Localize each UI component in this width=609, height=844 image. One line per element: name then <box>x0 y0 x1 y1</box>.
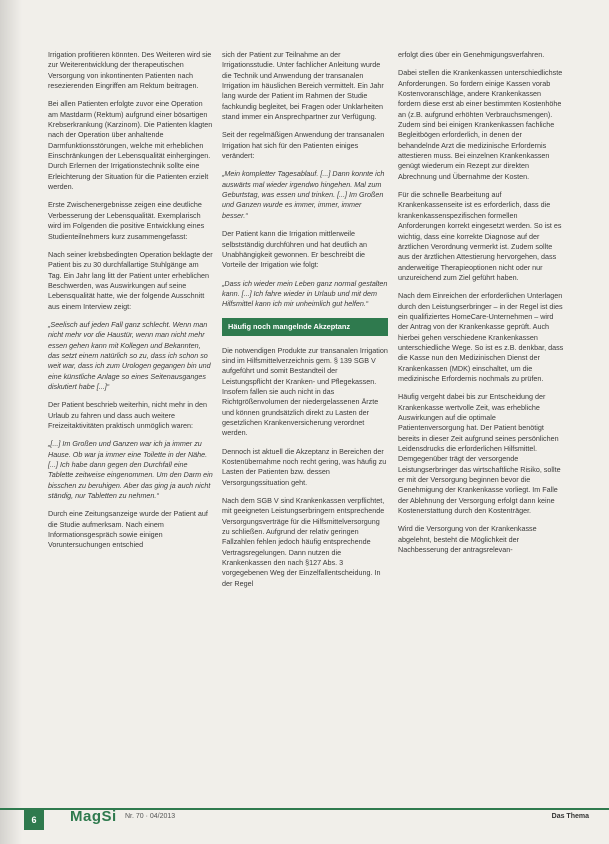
paragraph: Nach dem Einreichen der erforderlichen Unterlagen durch den Leistungserbringer – in der Regel ist dies ein qualifiziertes HomeCare-Unternehmen – wird der Antrag von der Krankenkasse geprüft. Auch hierbei gehen verschiedene Krankenkassen unterschiedliche Wege. So ist es z.B. denkbar, dass die Kasse nun den Medizinischen Dienst der Krankenkassen (MDK) einschaltet, um die medizinische Erfordernis nochmals zu prüfen. <box>398 291 564 383</box>
magazine-logo: MagSi <box>70 808 117 825</box>
paragraph: Irrigation profitieren könnten. Des Weiteren wird sie zur Weiterentwicklung der therapeutischen Versorgung von inkontinenten Patienten nach resezierenden Eingriffen am Rektum beitragen. <box>48 50 212 91</box>
interview-quote: „[...] Im Großen und Ganzen war ich ja immer zu Hause. Ob war ja immer eine Toilette in der Nähe. [...] Ich habe dann gegen den Durchfall eine Tablette zeitweise eingenommen. Um den Darm ein bisschen zu beruhigen. Aber das ging ja auch nicht ständig, nur Tabletten zu nehmen.“ <box>48 439 213 501</box>
section-label: Das Thema <box>551 813 589 820</box>
paragraph: Häufig vergeht dabei bis zur Entscheidung der Krankenkasse wertvolle Zeit, was erhebliche Auswirkungen auf die optimale Patientenversorgung hat. Der Patient benötigt bereits in dieser Zeit aufgrund seines persönlichen Leidensdrucks die erforderlichen Hilfsmittel. Demgegenüber trägt der versorgende Leistungserbringer das wirtschaftliche Risiko, sollte er mit der Versorgung beginnen bevor die Genehmigung der Krankenkasse vorliegt. Im Falle der Ablehnung der Versorgung erfolgt dann keine Kostenerstattung durch den Kostenträger. <box>398 392 561 516</box>
issue-info: Nr. 70 · 04/2013 <box>125 813 176 820</box>
paragraph: Durch eine Zeitungsanzeige wurde der Patient auf die Studie aufmerksam. Nach einem Informationsgespräch sowie einigen Voruntersuchungen entschied <box>48 509 208 550</box>
paragraph: Die notwendigen Produkte zur transanalen Irrigation sind im Hilfsmittelverzeichnis gem. § 139 SGB V aufgeführt und somit Bestandteil der Leistungspflicht der Kranken- und Pflegekassen. Insofern fallen sie auch nicht in das Richtgrößenvolumen der niedergelassenen Ärzte und können grundsätzlich direkt zu Lasten der gesetzlichen Krankenversicherung verordnet werden. <box>222 345 388 438</box>
text-column-3 <box>398 50 564 563</box>
paragraph: Erste Zwischenergebnisse zeigen eine deutliche Verbesserung der Lebensqualität. Exemplarisch wird im Folgenden die positive Entwicklung eines Studienteilnehmers kurz zusammengefasst: <box>48 200 205 241</box>
interview-quote: „Mein kompletter Tagesablauf. [...] Dann konnte ich auswärts mal wieder irgendwo hingehen. Mal zum Geburtstag, was essen und trinken. [...] Im Großen und Ganzen wurde es immer, immer, immer besser.“ <box>222 169 385 220</box>
paragraph: Seit der regelmäßigen Anwendung der transanalen Irrigation hat sich für den Patienten einiges verändert: <box>222 130 385 161</box>
page-fold-shadow <box>0 0 22 844</box>
text-column-2 <box>222 50 388 597</box>
paragraph: Wird die Versorgung von der Krankenkasse abgelehnt, besteht die Möglichkeit der Nachbesserung der antragsrelevan- <box>398 524 537 555</box>
paragraph: erfolgt dies über ein Genehmigungsverfahren. <box>398 50 545 59</box>
section-heading: Häufig noch mangelnde Akzeptanz <box>222 318 388 336</box>
interview-quote: „Dass ich wieder mein Leben ganz normal gestalten kann. [...] Ich fahre wieder in Urlaub und mit dem Hilfsmittel kann ich mir unheimlich gut helfen.“ <box>222 278 388 309</box>
interview-quote: „Seelisch auf jeden Fall ganz schlecht. Wenn man nicht mehr vor die Haustür, wenn man nicht mehr essen gehen kann mit Kollegen und Bekannten, das setzt einem natürlich so zu, dass ich schon so weit war, dass ich zum Urologen gegangen bin und eine künstliche Anlage so eines Seitenausganges diskutiert habe [...]“ <box>48 319 211 391</box>
paragraph: Dabei stellen die Krankenkassen unterschiedlichste Anforderungen. So fordern einige Kassen vorab Kostenvoranschläge, andere Krankenkassen fordern diese erst ab einer bestimmten Kostenhöhe an (z.B. aufgrund erhöhten Verbrauchsmengen). Zudem sind bei einigen Krankenkassen fachliche Begleitbögen erforderlich, in denen der behandelnde Arzt die medizinische Erfordernis attestieren muss. Bei einzelnen Krankenkassen genügt wiederum ein Rezept zur direkten Abrechnung und Übernahme der Kosten. <box>398 68 563 181</box>
paragraph: Nach dem SGB V sind Krankenkassen verpflichtet, mit geeigneten Leistungserbringern entsprechende Versorgungsverträge für die Hilfsmittelversorgung zu schließen. Aufgrund der relativ geringen Fallzahlen fehlen jedoch häufig entsprechende Vertragsregelungen. Dann nutzen die Krankenkassen den nach §127 Abs. 3 vorgegebenen Weg der Einzelfallentscheidung. In der Regel <box>222 496 385 588</box>
paragraph: Bei allen Patienten erfolgte zuvor eine Operation am Mastdarm (Rektum) aufgrund einer bösartigen Krebserkrankung (Karzinom). Die Patienten klagten nach der Operation über anhaltende Darmfunktionsstörungen, welche mit erheblichen Einschränkungen der Lebensqualität einhergingen. Durch Erlernen der Irrigationstechnik sollte eine Erleichterung der Situation für die Patienten erzielt werden. <box>48 99 213 192</box>
paragraph: Nach seiner krebsbedingten Operation beklagte der Patient bis zu 30 durchfallartige Stuhlgänge am Tag. Ein Jahr lang litt der Patient unter erheblichen Beschwerden, was Auswirkungen auf seine Lebensqualität hatte, wie der folgende Ausschnitt aus einem Interview zeigt: <box>48 249 213 311</box>
paragraph: Der Patient beschrieb weiterhin, nicht mehr in den Urlaub zu fahren und dass auch weitere Freizeitaktivitäten praktisch unmöglich waren: <box>48 400 208 430</box>
paragraph: Dennoch ist aktuell die Akzeptanz in Bereichen der Kostenübernahme noch recht gering, was häufig zu Lasten der Patienten bzw. dessen Versorgungssituation geht. <box>222 446 387 487</box>
paragraph: Für die schnelle Bearbeitung auf Krankenkassenseite ist es erforderlich, dass die krankenkassenspezifischen formellen Anforderungen korrekt eingesetzt werden. So ist es wichtig, dass eine korrekte Diagnose auf der ärztlichen Verordnung vermerkt ist. Zudem sollte aus der ärztlichen Attestierung hervorgehen, dass anderweitige Therapieoptionen nicht oder nur unzureichend zum Ziel geführt haben. <box>398 190 562 282</box>
paragraph: sich der Patient zur Teilnahme an der Irrigationsstudie. Unter fachlicher Anleitung wurde die Technik und Anwendung der transanalen Irrigation im häuslichen Bereich vermittelt. Ein Jahr lang wurde der Patient im Rahmen der Studie fachkundig begleitet, bei Fragen oder Unklarheiten stand immer ein Ansprechpartner zur Verfügung. <box>222 50 384 122</box>
paragraph: Der Patient kann die Irrigation mittlerweile selbstständig durchführen und hat deutlich an Unabhängigkeit gewonnen. Er beschreibt die Vorteile der Irrigation wie folgt: <box>222 229 368 270</box>
text-column-1 <box>48 50 214 559</box>
page-number: 6 <box>24 810 44 830</box>
